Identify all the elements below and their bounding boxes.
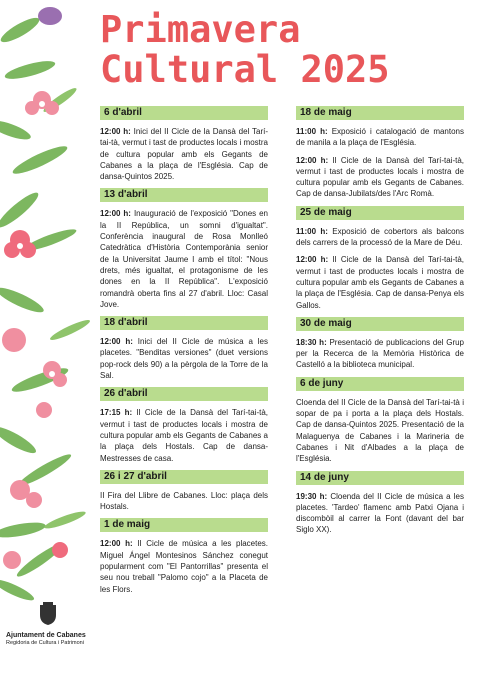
date-header: 26 i 27 d'abril	[100, 470, 268, 484]
event-time: 18:30 h:	[296, 337, 327, 347]
event-text: Inauguració de l'exposició "Dones en la II República, un somni d'igualtat". Conferència inaugural de Rosa Monlleó Catedràtica d'Història Contemporània senior de la Universitat Jaume I amb el títol: "Nous drets, més igualtat, el protagonisme de les dones en la II República". L'exposició romandrà oberta fins al 27 d'abril. Lloc: Casal Jove.	[100, 209, 269, 309]
title-line2: Cultural 2025	[100, 48, 390, 91]
event-description	[296, 397, 464, 465]
event-section	[100, 387, 268, 463]
event-time: 12:00 h:	[296, 155, 329, 165]
event-description	[100, 490, 268, 513]
event-text: Presentació de publicacions del Grup per la Recerca de la Memòria Històrica de Castelló a la biblioteca municipal.	[296, 337, 465, 370]
date-header: 18 d'abril	[100, 316, 268, 330]
floral-decoration	[0, 0, 96, 680]
left-column	[100, 106, 268, 601]
event-section	[100, 106, 268, 182]
event-text: Inici del II Cicle de la Dansà del Tarí-tai-tà, vermut i tast de productes locals i mostra de cultura popular amb els Gegants de Cabanes a la plaça de l'Església. Cap de dansa-Quintos 2025.	[100, 127, 269, 182]
municipality-logo	[6, 602, 96, 647]
date-header: 6 de juny	[296, 377, 464, 391]
title-line1: Primavera	[100, 8, 301, 51]
event-time: 12:00 h:	[296, 255, 329, 265]
event-time: 12:00 h:	[100, 209, 131, 219]
event-time: 12:00 h:	[100, 539, 133, 549]
event-description	[100, 336, 268, 381]
event-description	[296, 226, 464, 249]
event-time: 11:00 h:	[296, 226, 328, 236]
event-text: II Fira del Llibre de Cabanes. Lloc: plaça dels Hostals.	[100, 490, 268, 512]
date-header: 30 de maig	[296, 317, 464, 331]
event-text: II Cicle de música a les placetes. Miguel Ángel Montesinos Sánchez conegut popularment com "El Pantorrillas" presenta el seu nou treball "Palomo cojo" a la Placeta de les Flors.	[100, 539, 269, 594]
event-text: II Cicle de la Dansà del Tarí-tai-tà, vermut i tast de productes locals i mostra de cultura popular amb els Gegants de Cabanes. Cap de dansa-Jubilats/des l'Arc Romà.	[296, 155, 465, 199]
municipality-name: Ajuntament de Cabanes	[6, 632, 86, 639]
event-description	[100, 407, 268, 463]
event-description	[100, 126, 268, 182]
event-description	[100, 538, 268, 594]
event-text: Inici del II Cicle de música a les placetes. "Benditas versiones" (duet versions pop-rock dels 90) a la pèrgola de la Torre de la Sal.	[100, 337, 269, 381]
event-time: 11:00 h:	[296, 127, 328, 136]
right-column	[296, 106, 464, 542]
event-time: 12:00 h:	[100, 127, 131, 136]
date-header: 18 de maig	[296, 106, 464, 120]
department-name: Regidoria de Cultura i Patrimoni	[6, 640, 84, 646]
event-text: II Cicle de la Dansà del Tarí-tai-tà, vermut i tast de productes locals i mostra de cultura popular amb els Gegants de Cabanes a la plaça dels Hostals. Cap de dansa-Mestresses de casa.	[100, 408, 269, 463]
date-header: 1 de maig	[100, 518, 268, 532]
date-header: 14 de juny	[296, 471, 464, 485]
event-time: 19:30 h:	[296, 491, 328, 501]
event-section	[100, 316, 268, 381]
event-time: 12:00 h:	[100, 337, 133, 347]
event-section	[100, 188, 268, 310]
date-header: 13 d'abril	[100, 188, 268, 202]
event-section	[296, 471, 464, 536]
event-section	[100, 518, 268, 594]
event-section	[296, 377, 464, 465]
event-section	[296, 106, 464, 200]
event-text: II Cicle de la Dansà del Tarí-tai-tà, vermut i tast de productes locals i mostra de cultura popular amb els Gegants de Cabanes a la plaça de l'Església. Cap de dansa-Penya els Gallos.	[296, 255, 465, 310]
event-section	[100, 470, 268, 513]
date-header: 6 d'abril	[100, 106, 268, 120]
event-text: Exposició de cobertors als balcons dels carrers de la processó de la Mare de Déu.	[296, 226, 464, 248]
event-time: 17:15 h:	[100, 408, 133, 418]
event-section	[296, 206, 464, 311]
event-text: Exposició i catalogació de mantons de manila a la plaça de l'Església.	[296, 127, 465, 148]
event-description	[296, 254, 464, 310]
event-description	[296, 126, 464, 149]
coat-of-arms-icon	[38, 602, 58, 626]
event-text: Cloenda del II Cicle de la Dansà del Tarí-tai-tà i sopar de pa i porta a la plaça dels Hostals. Cap de dansa-Quintos 2025. Presentació de la Malaguenya de Cabanes i la Marineria de Cabanes i Nit d'Albades a la plaça de l'Església.	[296, 397, 464, 464]
event-description	[296, 337, 464, 371]
event-description	[296, 491, 464, 536]
date-header: 26 d'abril	[100, 387, 268, 401]
date-header: 25 de maig	[296, 206, 464, 220]
poster-title	[100, 10, 470, 90]
event-text: Cloenda del II Cicle de música a les placetes. 'Tardeo' flamenc amb Patxi Ojana i discombòil al carrer la Font (davant del bar Siglo XX).	[296, 491, 465, 535]
event-section	[296, 317, 464, 371]
event-description	[296, 155, 464, 200]
event-description	[100, 208, 268, 310]
